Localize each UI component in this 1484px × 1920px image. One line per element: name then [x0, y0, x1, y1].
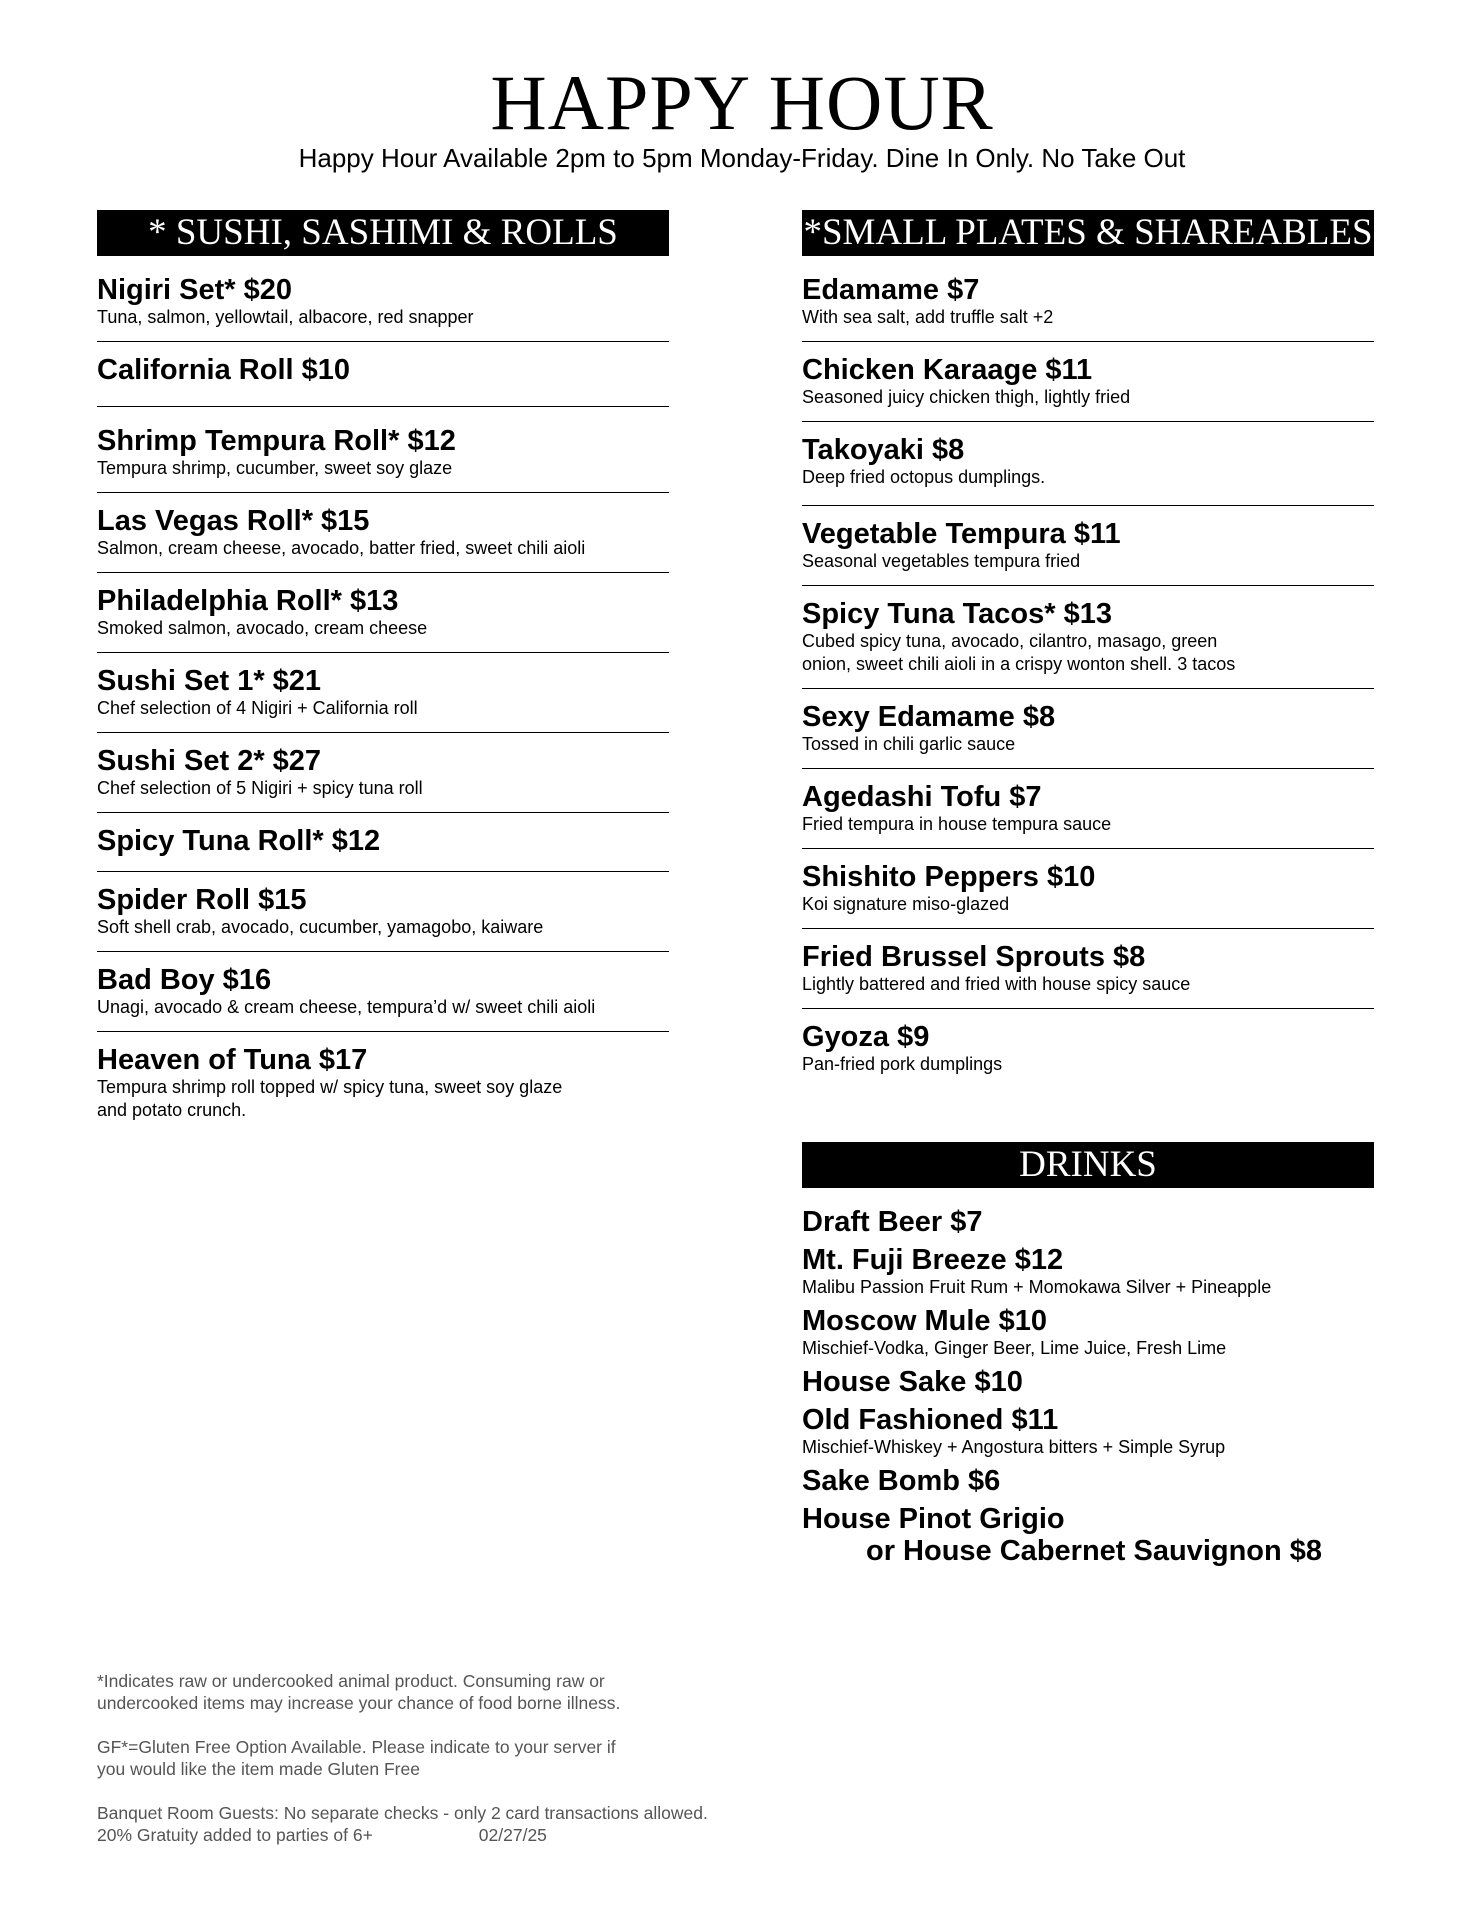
item-description: Seasonal vegetables tempura fried	[802, 551, 1081, 571]
item-name: Philadelphia Roll* $13	[97, 585, 399, 617]
item-description: Cubed spicy tuna, avocado, cilantro, masago, green	[802, 631, 1218, 651]
menu-item	[802, 1009, 1374, 1088]
gratuity-note: 20% Gratuity added to parties of 6+	[97, 1825, 373, 1845]
item-name: Edamame $7	[802, 274, 980, 306]
item-description: Koi signature miso-glazed	[802, 894, 1010, 914]
drinks-section-header: DRINKS	[802, 1142, 1374, 1188]
drink-name: Sake Bomb $6	[802, 1465, 1001, 1497]
item-name: Chicken Karaage $11	[802, 354, 1093, 386]
sushi-item-list	[97, 270, 669, 1134]
menu-item	[802, 586, 1374, 689]
item-name: Spicy Tuna Roll* $12	[97, 825, 381, 857]
item-description: Seasoned juicy chicken thigh, lightly fried	[802, 387, 1131, 407]
raw-note-line-1: *Indicates raw or undercooked animal product. Consuming raw or	[97, 1671, 605, 1691]
item-name: Gyoza $9	[802, 1021, 930, 1053]
item-name: Agedashi Tofu $7	[802, 781, 1042, 813]
menu-item	[802, 849, 1374, 929]
item-description: With sea salt, add truffle salt +2	[802, 307, 1054, 327]
item-name: Las Vegas Roll* $15	[97, 505, 370, 537]
drinks-section	[802, 1142, 1374, 1573]
menu-item	[802, 689, 1374, 769]
item-description: Deep fried octopus dumplings.	[802, 467, 1046, 487]
menu-item	[97, 270, 669, 342]
item-name: Sexy Edamame $8	[802, 701, 1056, 733]
menu-item	[97, 493, 669, 573]
footer-notes	[97, 1670, 757, 1868]
item-name: Heaven of Tuna $17	[97, 1044, 368, 1076]
item-name: Takoyaki $8	[802, 434, 965, 466]
drink-item	[802, 1206, 1374, 1238]
item-name: Vegetable Tempura $11	[802, 518, 1121, 550]
menu-item	[97, 872, 669, 952]
drink-item	[802, 1244, 1374, 1299]
menu-item	[97, 342, 669, 407]
item-description: Tempura shrimp, cucumber, sweet soy glaze	[97, 458, 453, 478]
menu-date: 02/27/25	[478, 1825, 547, 1845]
small-plates-section-header: *SMALL PLATES & SHAREABLES	[802, 210, 1374, 256]
drink-item	[802, 1366, 1374, 1398]
item-name: Fried Brussel Sprouts $8	[802, 941, 1146, 973]
drink-name: House Sake $10	[802, 1366, 1023, 1398]
small-plates-item-list	[802, 270, 1374, 1088]
menu-item	[97, 653, 669, 733]
gf-note-line-1: GF*=Gluten Free Option Available. Please indicate to your server if	[97, 1737, 616, 1757]
menu-item	[97, 407, 669, 493]
item-name: Shrimp Tempura Roll* $12	[97, 425, 456, 457]
drink-name: Draft Beer $7	[802, 1206, 983, 1238]
item-name: California Roll $10	[97, 354, 351, 386]
small-plates-section	[802, 210, 1374, 1088]
menu-item	[802, 506, 1374, 586]
item-description: Fried tempura in house tempura sauce	[802, 814, 1112, 834]
item-name: Spider Roll $15	[97, 884, 307, 916]
item-description: Lightly battered and fried with house spicy sauce	[802, 974, 1191, 994]
drink-description: Malibu Passion Fruit Rum + Momokawa Silver + Pineapple	[802, 1277, 1272, 1297]
item-description: Tempura shrimp roll topped w/ spicy tuna, sweet soy glaze	[97, 1077, 563, 1097]
item-name: Bad Boy $16	[97, 964, 272, 996]
banquet-note	[97, 1802, 757, 1846]
menu-item	[97, 1032, 669, 1134]
item-name: Sushi Set 2* $27	[97, 745, 322, 777]
item-name: Nigiri Set* $20	[97, 274, 293, 306]
page-title: HAPPY HOUR	[490, 59, 994, 146]
menu-item	[802, 270, 1374, 342]
drink-description: Mischief-Whiskey + Angostura bitters + Simple Syrup	[802, 1437, 1226, 1457]
menu-item	[97, 952, 669, 1032]
drink-item	[802, 1503, 1374, 1567]
menu-item	[802, 342, 1374, 422]
drink-description: Mischief-Vodka, Ginger Beer, Lime Juice, Fresh Lime	[802, 1338, 1227, 1358]
drinks-list	[802, 1206, 1374, 1567]
item-description: Soft shell crab, avocado, cucumber, yamagobo, kaiware	[97, 917, 544, 937]
menu-item	[97, 573, 669, 653]
item-description: Pan-fried pork dumplings	[802, 1054, 1003, 1074]
sushi-section	[97, 210, 669, 1134]
menu-item	[97, 813, 669, 872]
drink-item	[802, 1404, 1374, 1459]
menu-item	[802, 422, 1374, 506]
drink-name-line-2: or House Cabernet Sauvignon $8	[866, 1535, 1323, 1567]
item-description: Tossed in chili garlic sauce	[802, 734, 1016, 754]
item-description-line-2: and potato crunch.	[97, 1100, 247, 1120]
sushi-section-header: * SUSHI, SASHIMI & ROLLS	[97, 210, 669, 256]
banquet-note-line: Banquet Room Guests: No separate checks - only 2 card transactions allowed.	[97, 1803, 708, 1823]
item-description: Tuna, salmon, yellowtail, albacore, red snapper	[97, 307, 474, 327]
drink-name: Mt. Fuji Breeze $12	[802, 1244, 1064, 1276]
menu-item	[97, 733, 669, 813]
raw-note-line-2: undercooked items may increase your chance of food borne illness.	[97, 1693, 621, 1713]
drink-name: Moscow Mule $10	[802, 1305, 1047, 1337]
page-subtitle: Happy Hour Available 2pm to 5pm Monday-Friday. Dine In Only. No Take Out	[298, 143, 1186, 173]
menu-item	[802, 929, 1374, 1009]
raw-food-disclaimer	[97, 1670, 757, 1714]
item-description: Chef selection of 4 Nigiri + California roll	[97, 698, 418, 718]
menu-item	[802, 769, 1374, 849]
item-description: Salmon, cream cheese, avocado, batter fried, sweet chili aioli	[97, 538, 586, 558]
item-description: Smoked salmon, avocado, cream cheese	[97, 618, 428, 638]
drink-item	[802, 1305, 1374, 1360]
item-name: Sushi Set 1* $21	[97, 665, 322, 697]
item-name: Shishito Peppers $10	[802, 861, 1096, 893]
drink-name: Old Fashioned $11	[802, 1404, 1059, 1436]
drink-name: House Pinot Grigio	[802, 1503, 1065, 1535]
gluten-free-note	[97, 1736, 757, 1780]
item-description: Chef selection of 5 Nigiri + spicy tuna roll	[97, 778, 423, 798]
gf-note-line-2: you would like the item made Gluten Free	[97, 1759, 420, 1779]
drink-item	[802, 1465, 1374, 1497]
item-name: Spicy Tuna Tacos* $13	[802, 598, 1112, 630]
item-description-line-2: onion, sweet chili aioli in a crispy wonton shell. 3 tacos	[802, 654, 1236, 674]
item-description: Unagi, avocado & cream cheese, tempura’d w/ sweet chili aioli	[97, 997, 596, 1017]
